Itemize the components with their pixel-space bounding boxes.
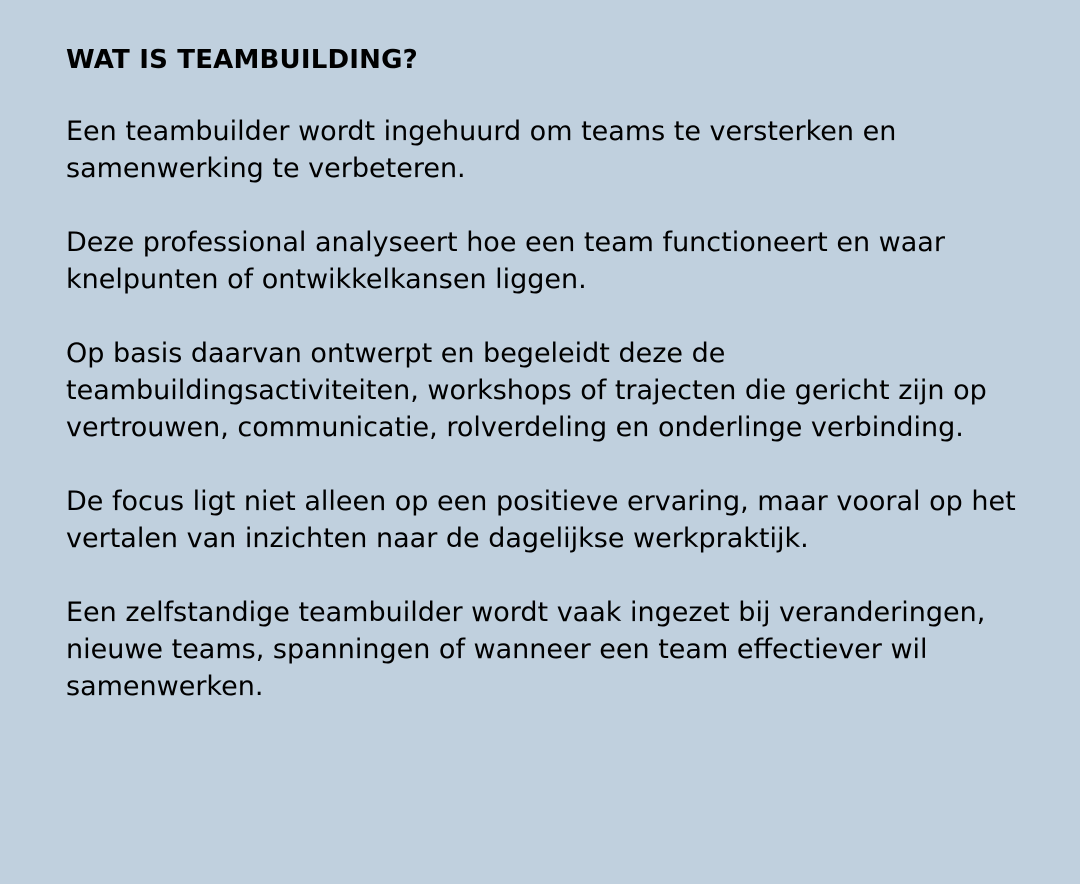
document-body (66, 44, 1026, 705)
paragraph-activities: Op basis daarvan ontwerpt en begeleidt deze de teambuildingsactiviteiten, workshops of trajecten die gericht zijn op vertrouwen, communicatie, rolverdeling en onderlinge verbinding. (66, 338, 987, 443)
paragraph-deployment: Een zelfstandige teambuilder wordt vaak ingezet bij veranderingen, nieuwe teams, spanningen of wanneer een team effectiever wil samenwerken. (66, 597, 986, 702)
paragraph-analysis: Deze professional analyseert hoe een team functioneert en waar knelpunten of ontwikkelkansen liggen. (66, 227, 945, 295)
page-title: WAT IS TEAMBUILDING? (66, 45, 418, 75)
paragraph-intro: Een teambuilder wordt ingehuurd om teams te versterken en samenwerking te verbeteren. (66, 116, 897, 184)
paragraph-focus: De focus ligt niet alleen op een positieve ervaring, maar vooral op het vertalen van inzichten naar de dagelijkse werkpraktijk. (66, 486, 1016, 554)
